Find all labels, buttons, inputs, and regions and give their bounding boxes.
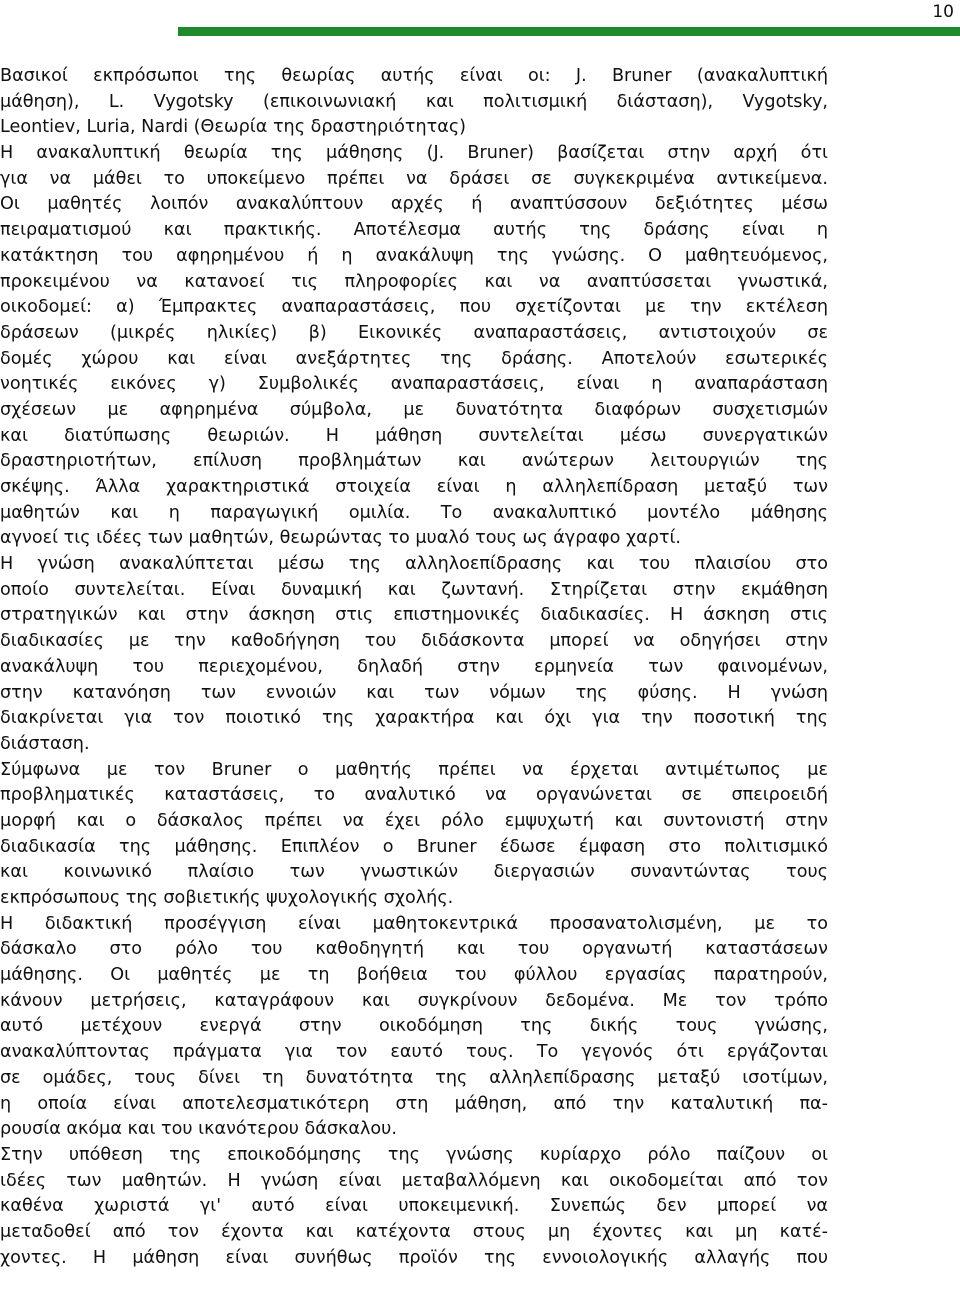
- text-line: ανακάλυψη του περιεχομένου, δηλαδή στην ερμηνεία των φαινομένων,: [0, 656, 828, 677]
- text-line: ανακαλύπτοντας πράγματα για τον εαυτό τους. Το γεγονός ότι εργάζονται: [0, 1042, 828, 1063]
- text-line: νοητικές εικόνες γ) Συμβολικές αναπαραστάσεις, είναι η αναπαράσταση: [0, 374, 828, 395]
- text-line: δράσεων (μικρές ηλικίες) β) Εικονικές αναπαραστάσεις, αντιστοιχούν σε: [0, 322, 828, 343]
- text-line: πειραματισμού και πρακτικής. Αποτέλεσμα αυτής της δράσης είναι η: [0, 220, 828, 241]
- text-line: μορφή και ο δάσκαλος πρέπει να έχει ρόλο εμψυχωτή και συντονιστή στην: [0, 810, 828, 831]
- text-line: Βασικοί εκπρόσωποι της θεωρίας αυτής είναι οι: J. Bruner (ανακαλυπτική: [0, 66, 828, 86]
- text-line: Η διδακτική προσέγγιση είναι μαθητοκεντρικά προσανατολισμένη, με το: [0, 913, 828, 934]
- text-line: οποίο συντελείται. Είναι δυναμική και ζωντανή. Στηρίζεται στην εκμάθηση: [0, 579, 828, 600]
- text-line: σχέσεων με αφηρημένα σύμβολα, με δυνατότητα διαφόρων συσχετισμών: [0, 399, 828, 420]
- text-line: ρουσία ακόμα και του ικανότερου δάσκαλου.: [0, 1119, 397, 1140]
- text-line: Στην υπόθεση της εποικοδόμησης της γνώσης κυρίαρχο ρόλο παίζουν οι: [0, 1144, 828, 1165]
- text-line: δομές χώρου και είναι ανεξάρτητες της δράσης. Αποτελούν εσωτερικές: [0, 348, 828, 369]
- text-line: κατάκτηση του αφηρημένου ή η ανακάλυψη της γνώσης. Ο μαθητευόμενος,: [0, 245, 828, 266]
- text-line: καθένα χωριστά γι' αυτό είναι υποκειμενική. Συνεπώς δεν μπορεί να: [0, 1196, 828, 1217]
- text-line: σκέψης. Άλλα χαρακτηριστικά στοιχεία είναι η αλληλεπίδραση μεταξύ των: [0, 477, 828, 497]
- text-line: αυτό μετέχουν ενεργά στην οικοδόμηση της δικής τους γνώσης,: [0, 1016, 828, 1037]
- text-line: Σύμφωνα με τον Bruner ο μαθητής πρέπει να έρχεται αντιμέτωπος με: [0, 759, 828, 780]
- text-line: χοντες. Η μάθηση είναι συνήθως προϊόν της εννοιολογικής αλλαγής που: [0, 1247, 828, 1268]
- body-text: [0, 64, 828, 1271]
- text-line: προκειμένου να κατανοεί τις πληροφορίες και να αναπτύσσεται γνωστικά,: [0, 271, 828, 292]
- text-line: εκπρόσωπους της σοβιετικής ψυχολογικής σχολής.: [0, 888, 454, 908]
- text-line: οικοδομεί: α) Έμπρακτες αναπαραστάσεις, που σχετίζονται με την εκτέλεση: [0, 297, 828, 318]
- text-line: μαθητών και η παραγωγική ομιλία. Το ανακαλυπτικό μοντέλο μάθησης: [0, 502, 828, 523]
- text-line: διάσταση.: [0, 733, 90, 754]
- text-line: Leontiev, Luria, Nardi (Θεωρία της δραστηριότητας): [0, 117, 467, 138]
- text-line: και διατύπωσης θεωριών. Η μάθηση συντελείται μέσω συνεργατικών: [0, 425, 828, 446]
- text-line: διακρίνεται για τον ποιοτικό της χαρακτήρα και όχι για την ποσοτική της: [0, 708, 828, 729]
- text-line: αγνοεί τις ιδέες των μαθητών, θεωρώντας το μυαλό τους ως άγραφο χαρτί.: [0, 528, 682, 549]
- text-line: η οποία είναι αποτελεσματικότερη στη μάθηση, από την καταλυτική πα-: [0, 1093, 828, 1114]
- text-line: Η ανακαλυπτική θεωρία της μάθησης (J. Bruner) βασίζεται στην αρχή ότι: [0, 143, 828, 164]
- text-line: ιδέες των μαθητών. Η γνώση είναι μεταβαλλόμενη και οικοδομείται από τον: [0, 1170, 828, 1191]
- text-line: μεταδοθεί από τον έχοντα και κατέχοντα στους μη έχοντες και μη κατέ-: [0, 1221, 828, 1242]
- text-line: σε ομάδες, τους δίνει τη δυνατότητα της αλληλεπίδρασης μεταξύ ισοτίμων,: [0, 1067, 828, 1088]
- text-line: στρατηγικών και στην άσκηση στις επιστημονικές διαδικασίες. Η άσκηση στις: [0, 605, 828, 626]
- text-line: στην κατανόηση των εννοιών και των νόμων της φύσης. Η γνώση: [0, 682, 828, 703]
- text-line: δραστηριοτήτων, επίλυση προβλημάτων και ανώτερων λειτουργιών της: [0, 451, 828, 472]
- text-line: δάσκαλο στο ρόλο του καθοδηγητή και του οργανωτή καταστάσεων: [0, 939, 828, 960]
- text-line: για να μάθει το υποκείμενο πρέπει να δράσει σε συγκεκριμένα αντικείμενα.: [0, 168, 828, 189]
- text-line: μάθηση), L. Vygotsky (επικοινωνιακή και πολιτισμική διάσταση), Vygotsky,: [0, 91, 828, 112]
- text-line: Η γνώση ανακαλύπτεται μέσω της αλληλοεπίδρασης και του πλαισίου στο: [0, 554, 828, 575]
- text-line: μάθησης. Οι μαθητές με τη βοήθεια του φύλλου εργασίας παρατηρούν,: [0, 965, 828, 986]
- header-rule: [178, 27, 960, 36]
- text-line: κάνουν μετρήσεις, καταγράφουν και συγκρίνουν δεδομένα. Με τον τρόπο: [0, 990, 828, 1011]
- text-line: Οι μαθητές λοιπόν ανακαλύπτουν αρχές ή αναπτύσσουν δεξιότητες μέσω: [0, 194, 828, 215]
- text-line: και κοινωνικό πλαίσιο των γνωστικών διεργασιών συναντώντας τους: [0, 862, 828, 883]
- text-line: προβληματικές καταστάσεις, το αναλυτικό να οργανώνεται σε σπειροειδή: [0, 785, 828, 806]
- text-line: διαδικασία της μάθησης. Επιπλέον ο Bruner έδωσε έμφαση στο πολιτισμικό: [0, 836, 828, 857]
- text-line: διαδικασίες με την καθοδήγηση του διδάσκοντα μπορεί να οδηγήσει στην: [0, 631, 828, 652]
- page-number: 10: [932, 2, 954, 22]
